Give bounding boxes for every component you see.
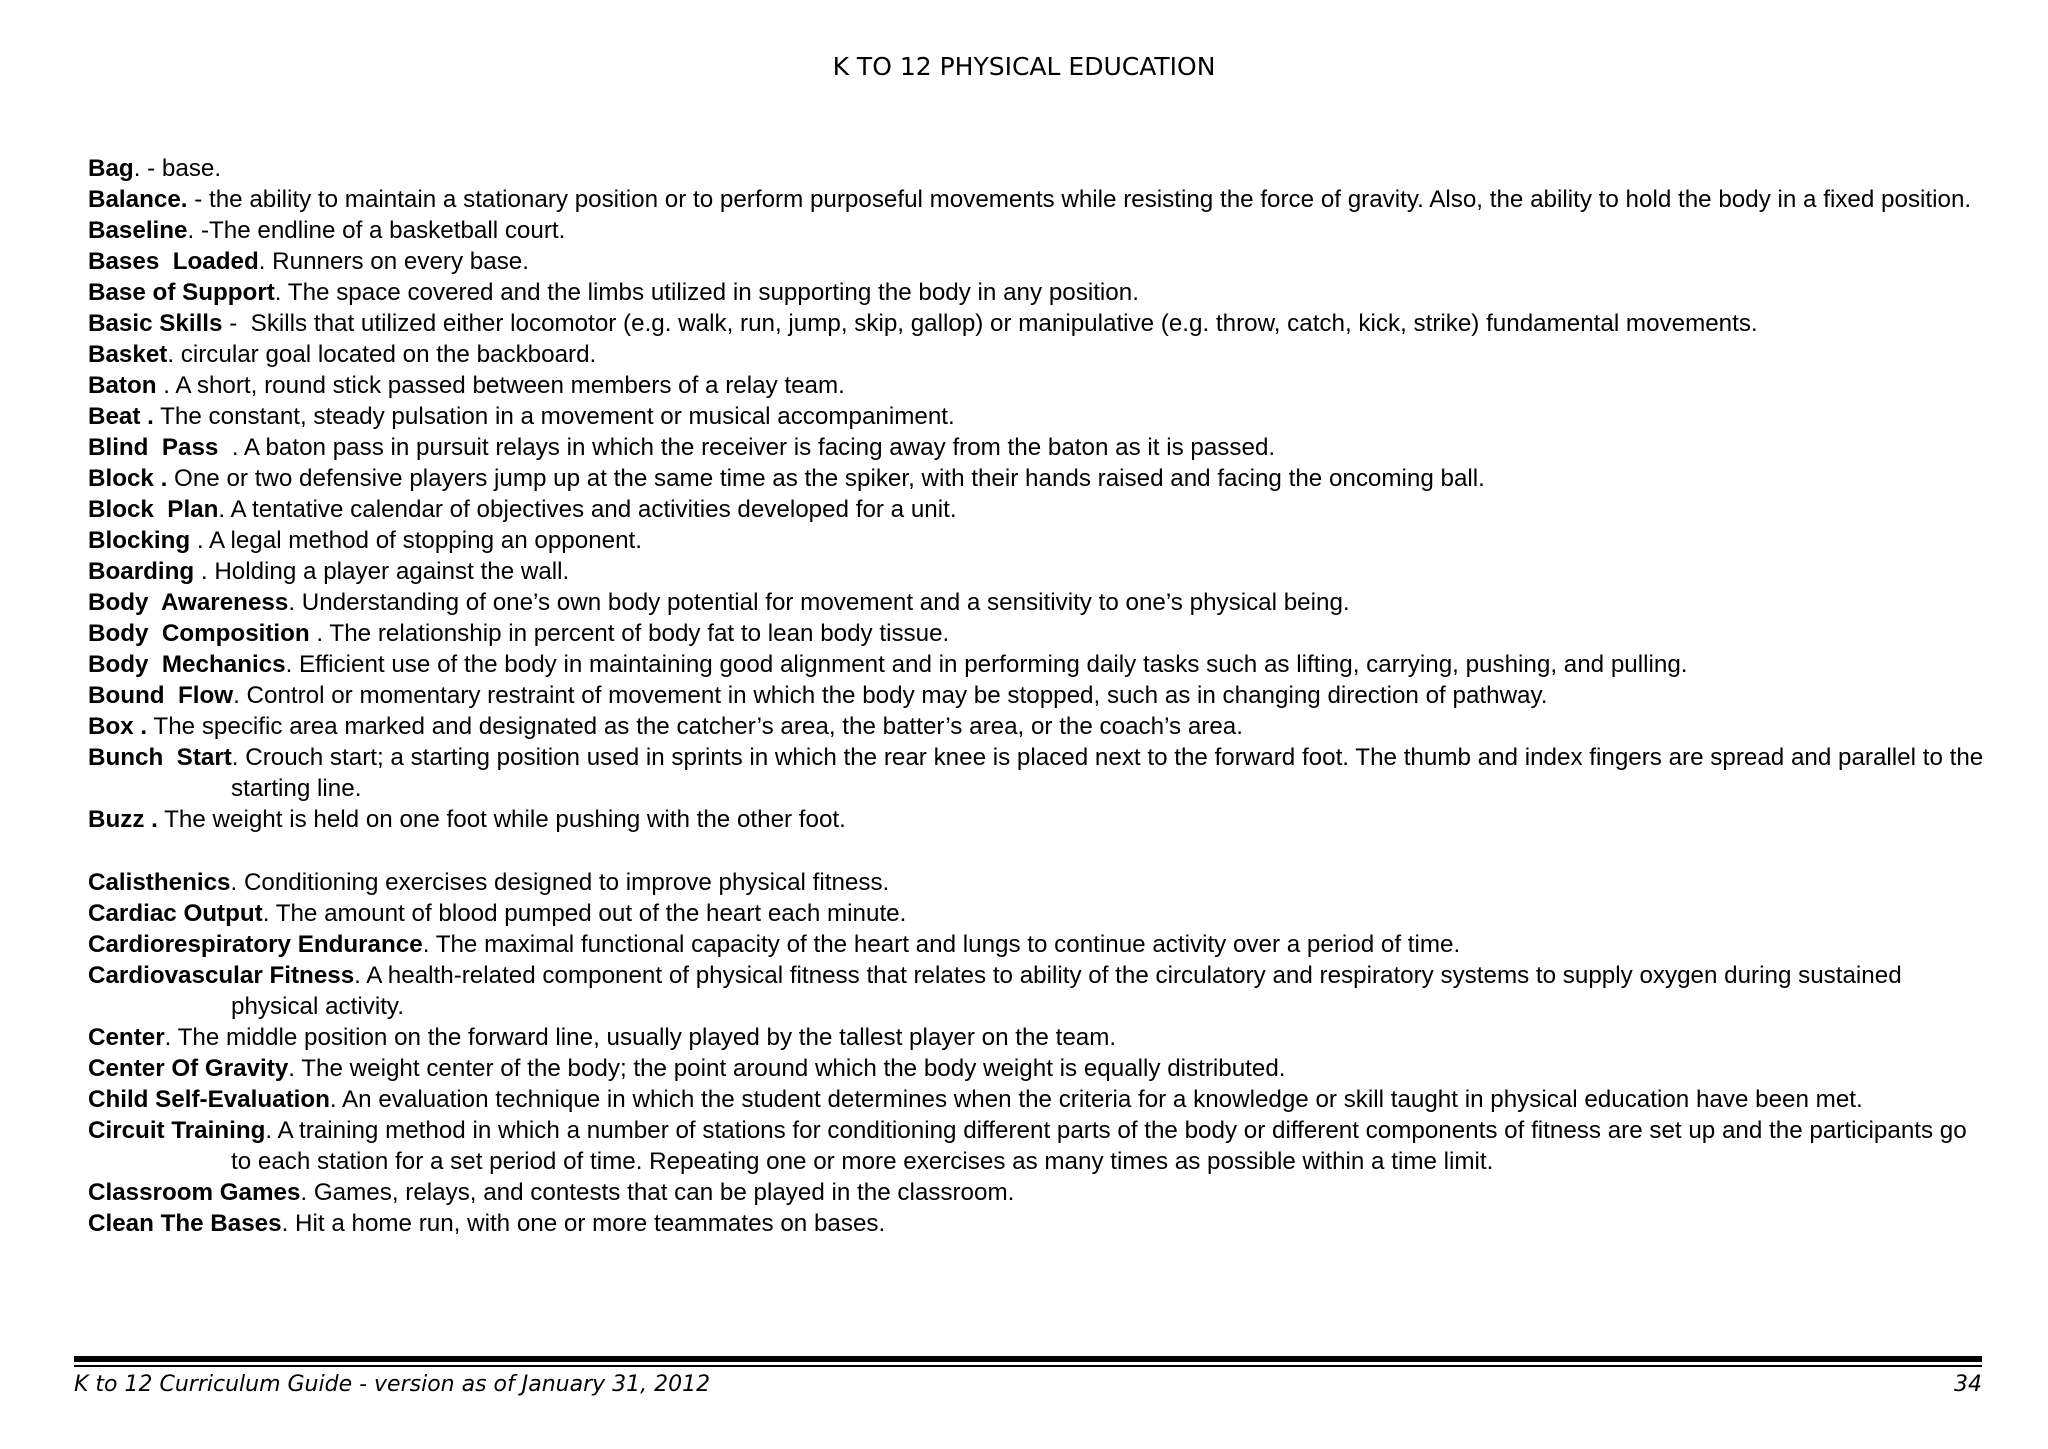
glossary-definition: . The weight center of the body; the point around which the body weight is equally distributed. (288, 1055, 1286, 1082)
glossary-term: Box . (88, 713, 148, 740)
glossary (88, 153, 1988, 1239)
glossary-definition: . The maximal functional capacity of the heart and lungs to continue activity over a period of time. (422, 931, 1461, 958)
glossary-term: Child Self-Evaluation (88, 1086, 330, 1113)
glossary-entry (88, 960, 1988, 1022)
glossary-definition: . A legal method of stopping an opponent. (190, 527, 642, 554)
glossary-term: Body Awareness (88, 589, 289, 616)
glossary-entry (88, 308, 1988, 339)
glossary-term: Center (88, 1024, 165, 1051)
glossary-entry (88, 339, 1988, 370)
glossary-definition: One or two defensive players jump up at the same time as the spiker, with their hands raised and facing the oncoming ball. (167, 465, 1485, 492)
glossary-term: Blocking (88, 527, 191, 554)
glossary-definition: . Holding a player against the wall. (194, 558, 570, 585)
glossary-term: Cardiorespiratory Endurance (88, 931, 423, 958)
glossary-entry (88, 680, 1988, 711)
glossary-term: Buzz . (88, 806, 158, 833)
glossary-term: Block . (88, 465, 168, 492)
page-number: 34 (1954, 1372, 1982, 1397)
glossary-entry (88, 742, 1988, 804)
glossary-term: Basic Skills (88, 310, 223, 337)
glossary-entry (88, 215, 1988, 246)
glossary-entry (88, 401, 1988, 432)
glossary-definition: . An evaluation technique in which the student determines when the criteria for a knowledge or skill taught in physical education have been met. (329, 1086, 1863, 1113)
glossary-entry (88, 1208, 1988, 1239)
glossary-definition: - the ability to maintain a stationary position or to perform purposeful movements while resisting the force of gravity. Also, the ability to hold the body in a fixed position. (187, 186, 1972, 213)
glossary-term: Beat . (88, 403, 154, 430)
glossary-entry (88, 246, 1988, 277)
glossary-term: Block Plan (88, 496, 219, 523)
glossary-definition: . Control or momentary restraint of movement in which the body may be stopped, such as in changing direction of pathway. (233, 682, 1548, 709)
glossary-term: Cardiovascular Fitness (88, 962, 355, 989)
glossary-definition: . A short, round stick passed between members of a relay team. (156, 372, 845, 399)
glossary-definition: The constant, steady pulsation in a movement or musical accompaniment. (153, 403, 955, 430)
glossary-definition: . Crouch start; a starting position used in sprints in which the rear knee is placed next to the forward foot. The thumb and index fingers are spread and parallel to the starting line. (231, 744, 1990, 802)
glossary-entry (88, 277, 1988, 308)
glossary-term: Center Of Gravity (88, 1055, 289, 1082)
glossary-term: Classroom Games (88, 1179, 301, 1206)
glossary-term: Basket (88, 341, 168, 368)
glossary-term: Body Mechanics (88, 651, 286, 678)
glossary-definition: . Conditioning exercises designed to improve physical fitness. (230, 869, 890, 896)
glossary-definition: . A training method in which a number of stations for conditioning different parts of the body or different components of fitness are set up and the participants go to each station for a set period of time. Repeating one or more exercises as many times as possible within a time limit. (231, 1117, 1974, 1175)
glossary-entry (88, 525, 1988, 556)
glossary-entry (88, 618, 1988, 649)
glossary-entry (88, 1115, 1988, 1177)
footer-rule-thin (74, 1365, 1982, 1367)
glossary-definition: . The space covered and the limbs utilized in supporting the body in any position. (274, 279, 1139, 306)
glossary-definition: . Efficient use of the body in maintaining good alignment and in performing daily tasks such as lifting, carrying, pushing, and pulling. (285, 651, 1688, 678)
glossary-definition: . A baton pass in pursuit relays in which the receiver is facing away from the baton as it is passed. (218, 434, 1276, 461)
glossary-entry (88, 1053, 1988, 1084)
glossary-term: Bound Flow (88, 682, 234, 709)
glossary-term: Clean The Bases (88, 1210, 282, 1237)
glossary-definition: . Hit a home run, with one or more teammates on bases. (281, 1210, 886, 1237)
glossary-entry (88, 898, 1988, 929)
glossary-term: Blind Pass (88, 434, 219, 461)
glossary-term: Calisthenics (88, 869, 231, 896)
glossary-entry (88, 463, 1988, 494)
glossary-term: Body Composition (88, 620, 310, 647)
glossary-term: Circuit Training (88, 1117, 266, 1144)
glossary-definition: . circular goal located on the backboard. (167, 341, 597, 368)
glossary-term: Base of Support (88, 279, 275, 306)
glossary-term: Bases Loaded (88, 248, 259, 275)
glossary-entry (88, 867, 1988, 898)
glossary-entry (88, 1084, 1988, 1115)
glossary-entry (88, 432, 1988, 463)
glossary-entry (88, 1177, 1988, 1208)
glossary-entry (88, 804, 1988, 835)
page-footer (74, 1372, 1982, 1397)
glossary-term: Baseline (88, 217, 188, 244)
page-header: K TO 12 PHYSICAL EDUCATION (832, 52, 1216, 81)
glossary-term: Balance. (88, 186, 188, 213)
footer-guide-version: K to 12 Curriculum Guide - version as of January 31, 2012 (74, 1372, 711, 1397)
glossary-definition: The weight is held on one foot while pushing with the other foot. (157, 806, 846, 833)
glossary-definition: . A health-related component of physical fitness that relates to ability of the circulatory and respiratory systems to supply oxygen during sustained physical activity. (231, 962, 1909, 1020)
glossary-term: Bunch Start (88, 744, 232, 771)
glossary-entry (88, 711, 1988, 742)
glossary-definition: . Runners on every base. (258, 248, 529, 275)
glossary-definition: . Understanding of one’s own body potential for movement and a sensitivity to one’s physical being. (288, 589, 1350, 616)
glossary-entry (88, 649, 1988, 680)
glossary-term: Baton (88, 372, 157, 399)
glossary-definition: . - base. (133, 155, 222, 182)
glossary-entry (88, 587, 1988, 618)
glossary-entry (88, 929, 1988, 960)
glossary-definition: - Skills that utilized either locomotor (e.g. walk, run, jump, skip, gallop) or manipulative (e.g. throw, catch, kick, strike) fundamental movements. (222, 310, 1758, 337)
glossary-term: Cardiac Output (88, 900, 263, 927)
glossary-definition: . The relationship in percent of body fat to lean body tissue. (309, 620, 950, 647)
glossary-definition: . The middle position on the forward line, usually played by the tallest player on the team. (164, 1024, 1117, 1051)
glossary-definition: The specific area marked and designated as the catcher’s area, the batter’s area, or the coach’s area. (147, 713, 1243, 740)
glossary-term: Bag (88, 155, 134, 182)
glossary-definition: . The amount of blood pumped out of the heart each minute. (262, 900, 907, 927)
glossary-entry (88, 494, 1988, 525)
glossary-entry (88, 556, 1988, 587)
group-spacer (88, 835, 1988, 867)
footer-rule-thick (74, 1356, 1982, 1362)
glossary-entry (88, 1022, 1988, 1053)
glossary-group-b (88, 153, 1988, 835)
glossary-entry (88, 184, 1988, 215)
glossary-definition: . -The endline of a basketball court. (187, 217, 566, 244)
glossary-group-c (88, 867, 1988, 1239)
glossary-term: Boarding (88, 558, 195, 585)
glossary-entry (88, 153, 1988, 184)
glossary-definition: . Games, relays, and contests that can be played in the classroom. (300, 1179, 1015, 1206)
glossary-definition: . A tentative calendar of objectives and activities developed for a unit. (218, 496, 957, 523)
glossary-entry (88, 370, 1988, 401)
